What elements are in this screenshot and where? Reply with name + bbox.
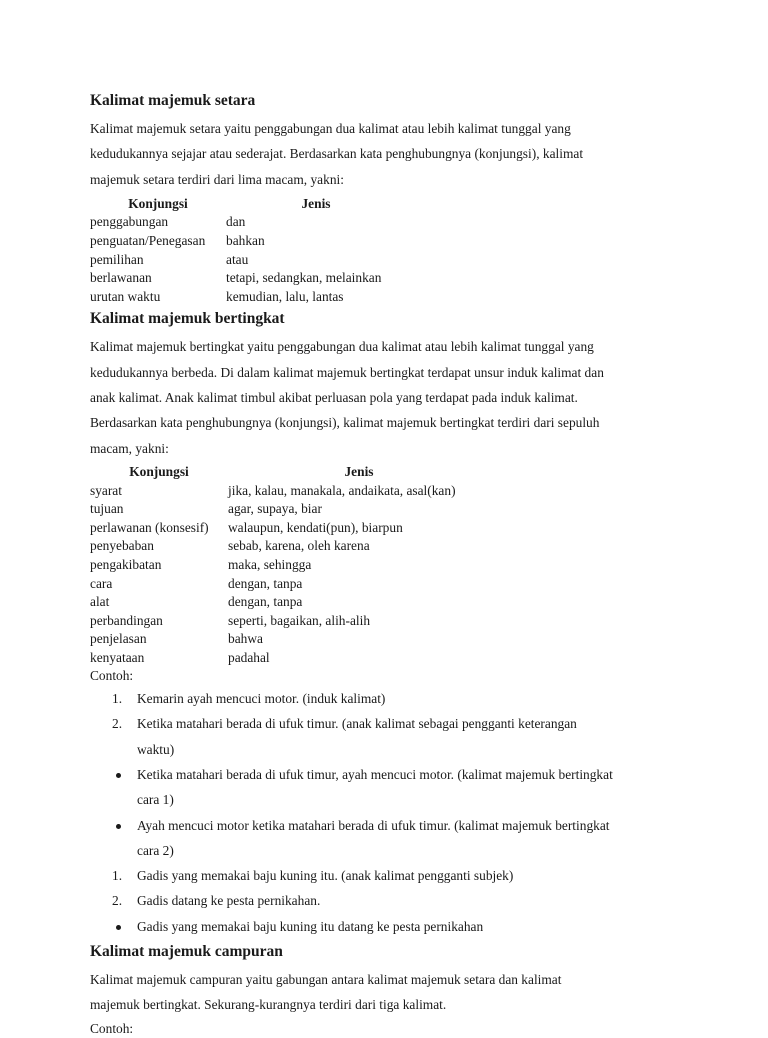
table-cell: cara <box>90 575 113 591</box>
text-line: macam, yakni: <box>90 440 169 456</box>
bullet-icon <box>116 925 121 930</box>
table-cell: kemudian, lalu, lantas <box>226 288 344 304</box>
table-cell: pengakibatan <box>90 556 162 572</box>
bullet-icon <box>116 773 121 778</box>
list-item-text: waktu) <box>137 741 175 757</box>
heading-campuran: Kalimat majemuk campuran <box>90 943 283 961</box>
table-cell: perlawanan (konsesif) <box>90 519 209 535</box>
table-cell: penyebaban <box>90 538 154 554</box>
list-item <box>90 863 690 888</box>
number-marker: 1. <box>112 691 123 707</box>
table-row <box>90 213 406 232</box>
paragraph-campuran <box>90 967 690 1018</box>
table-header-row <box>90 195 406 214</box>
list-item-text: Ketika matahari berada di ufuk timur. (anak kalimat sebagai pengganti keterangan <box>137 716 577 732</box>
bullet-icon <box>116 824 121 829</box>
table-cell: dan <box>226 214 246 230</box>
table-cell: bahwa <box>228 631 263 647</box>
table-cell: penjelasan <box>90 631 147 647</box>
list-item <box>90 711 690 762</box>
list-item-text: Gadis yang memakai baju kuning itu datang ke pesta pernikahan <box>137 918 484 934</box>
table-cell: bahkan <box>226 233 265 249</box>
table-row <box>90 649 490 668</box>
number-marker: 1. <box>112 868 123 884</box>
table-setara <box>90 195 406 307</box>
table-row <box>90 593 490 612</box>
list-item-text: Gadis yang memakai baju kuning itu. (anak kalimat pengganti subjek) <box>137 868 514 884</box>
paragraph-setara <box>90 116 690 192</box>
table-cell: walaupun, kendati(pun), biarpun <box>228 519 403 535</box>
table-cell: perbandingan <box>90 612 163 628</box>
contoh-label: Contoh: <box>90 668 134 684</box>
table-cell: jika, kalau, manakala, andaikata, asal(kan) <box>228 482 456 498</box>
text-line: Kalimat majemuk campuran yaitu gabungan antara kalimat majemuk setara dan kalimat <box>90 972 562 988</box>
table-cell: urutan waktu <box>90 288 161 304</box>
table-cell: berlawanan <box>90 270 152 286</box>
table-cell: penggabungan <box>90 214 169 230</box>
table-row <box>90 482 490 501</box>
table-cell: tetapi, sedangkan, melainkan <box>226 270 382 286</box>
table-row <box>90 232 406 251</box>
table-cell: atau <box>226 251 249 267</box>
text-line: Berdasarkan kata penghubungnya (konjungsi), kalimat majemuk bertingkat terdiri dari sepuluh <box>90 415 600 431</box>
list-item <box>90 914 690 939</box>
table-cell: padahal <box>228 649 270 665</box>
text-line: Kalimat majemuk setara yaitu penggabungan dua kalimat atau lebih kalimat tunggal yang <box>90 121 571 136</box>
list-item <box>90 762 690 813</box>
table-cell: kenyataan <box>90 649 145 665</box>
table-cell: tujuan <box>90 501 124 517</box>
table-row <box>90 269 406 288</box>
list-item-text: Ketika matahari berada di ufuk timur, ayah mencuci motor. (kalimat majemuk bertingkat <box>137 766 613 782</box>
heading-setara: Kalimat majemuk setara <box>90 92 256 109</box>
list-item-text: Gadis datang ke pesta pernikahan. <box>137 893 321 909</box>
table-header-row <box>90 463 490 482</box>
list-item <box>90 686 690 711</box>
number-marker: 2. <box>112 716 123 732</box>
table-cell: maka, sehingga <box>228 556 312 572</box>
table-row <box>90 556 490 575</box>
list-item-text: cara 1) <box>137 792 174 808</box>
text-line: anak kalimat. Anak kalimat timbul akibat perluasan pola yang terdapat pada induk kalimat. <box>90 390 578 406</box>
column-header-jenis: Jenis <box>344 463 374 479</box>
table-row <box>90 537 490 556</box>
list-item-text: Kemarin ayah mencuci motor. (induk kalimat) <box>137 691 386 707</box>
contoh-label: Contoh: <box>90 1020 134 1036</box>
table-cell: dengan, tanpa <box>228 575 303 591</box>
list-item-text: cara 2) <box>137 842 174 858</box>
table-row <box>90 612 490 631</box>
example-list <box>90 686 690 939</box>
number-marker: 2. <box>112 893 123 909</box>
table-row <box>90 575 490 594</box>
table-bertingkat <box>90 463 490 668</box>
text-line: Kalimat majemuk bertingkat yaitu penggabungan dua kalimat atau lebih kalimat tunggal yang <box>90 339 594 355</box>
table-row <box>90 519 490 538</box>
table-row <box>90 500 490 519</box>
text-line: majemuk bertingkat. Sekurang-kurangnya terdiri dari tiga kalimat. <box>90 997 447 1013</box>
table-cell: syarat <box>90 482 122 498</box>
paragraph-bertingkat <box>90 334 690 460</box>
text-line: majemuk setara terdiri dari lima macam, yakni: <box>90 171 344 187</box>
table-cell: agar, supaya, biar <box>228 501 322 517</box>
table-row <box>90 251 406 270</box>
table-row <box>90 288 406 307</box>
heading-bertingkat: Kalimat majemuk bertingkat <box>90 310 285 328</box>
text-line: kedudukannya sejajar atau sederajat. Berdasarkan kata penghubungnya (konjungsi), kalimat <box>90 146 584 162</box>
document-content <box>90 88 690 1038</box>
table-cell: dengan, tanpa <box>228 594 303 610</box>
text-line: kedudukannya berbeda. Di dalam kalimat majemuk bertingkat terdapat unsur induk kalimat dan <box>90 364 604 380</box>
table-cell: penguatan/Penegasan <box>90 233 206 249</box>
table-cell: seperti, bagaikan, alih-alih <box>228 612 371 628</box>
table-cell: pemilihan <box>90 251 144 267</box>
column-header-konjungsi: Konjungsi <box>128 195 188 211</box>
column-header-konjungsi: Konjungsi <box>129 463 189 479</box>
table-cell: alat <box>90 594 110 610</box>
column-header-jenis: Jenis <box>301 195 331 211</box>
list-item <box>90 888 690 913</box>
list-item <box>90 813 690 864</box>
table-row <box>90 630 490 649</box>
list-item-text: Ayah mencuci motor ketika matahari berada di ufuk timur. (kalimat majemuk bertingkat <box>137 817 610 833</box>
table-cell: sebab, karena, oleh karena <box>228 538 370 554</box>
